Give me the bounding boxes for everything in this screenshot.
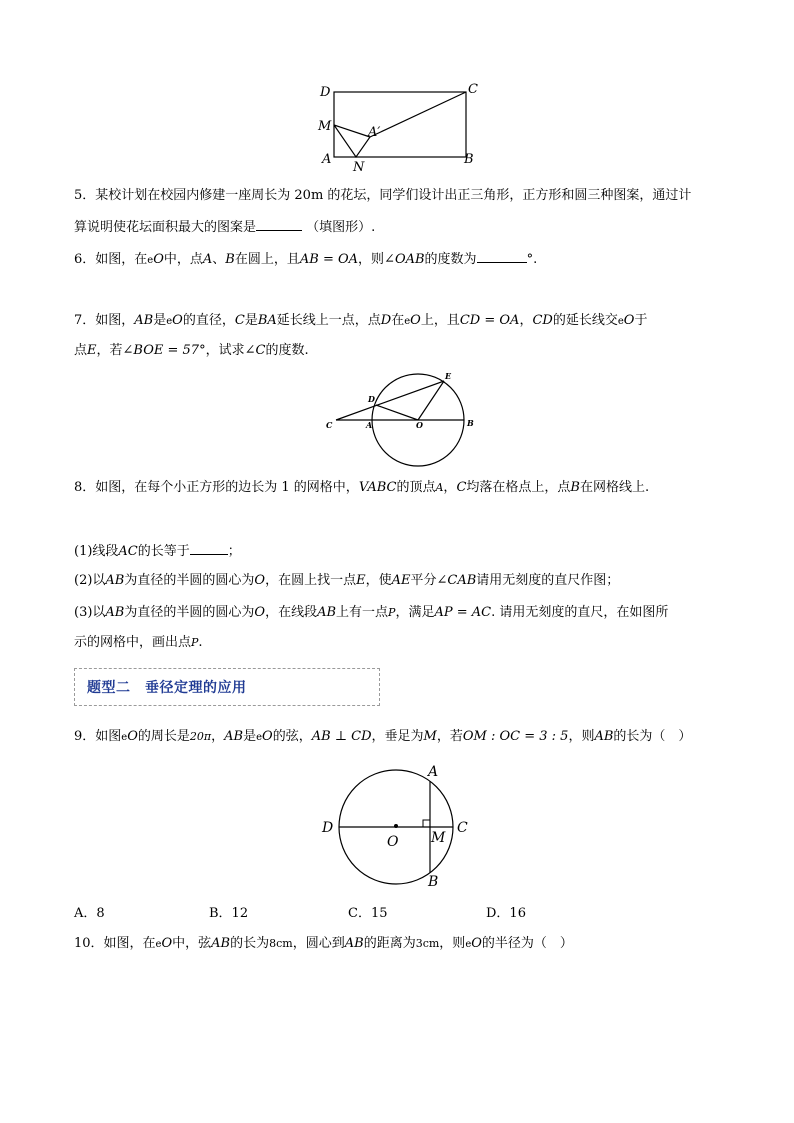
question-8-part-3: (3)以AB为直径的半圆的圆心为O，在线段AB上有一点P，满足AP = AC. 请用无刻度的直尺，在如图所 <box>74 605 669 620</box>
label-a: A <box>322 152 332 167</box>
label-e: E <box>445 371 452 381</box>
question-7-line-1: 7．如图，AB是eO的直径，C是BA延长线上一点，点D在eO上，且CD = OA，CD的延长线交eO于 <box>74 313 648 328</box>
option-c[interactable]: C．15 <box>348 906 388 921</box>
question-8-part-2: (2)以AB为直径的半圆的圆心为O，在圆上找一点E，使AE平分∠CAB请用无刻度的直尺作图； <box>74 573 620 588</box>
label-a: A <box>366 420 373 430</box>
label-n: N <box>353 160 365 172</box>
question-6: 6．如图，在eO中，点A、B在圆上，且AB = OA，则∠OAB的度数为 °. <box>74 248 734 271</box>
label-a-prime: A′ <box>368 125 381 140</box>
line-ce <box>336 381 444 420</box>
answer-blank-q6[interactable] <box>477 248 527 263</box>
center-dot <box>394 824 398 828</box>
answer-blank-q8-1[interactable] <box>190 540 228 555</box>
label-d: D <box>368 394 375 404</box>
option-a[interactable]: A．8 <box>74 906 105 921</box>
right-angle-mark <box>423 820 430 827</box>
option-b[interactable]: B．12 <box>209 906 249 921</box>
answer-blank-q5[interactable] <box>256 216 302 231</box>
label-c: C <box>468 82 478 97</box>
section-heading-box <box>74 668 380 706</box>
label-c: C <box>326 420 333 430</box>
label-b: B <box>467 418 474 428</box>
question-5-line-1: 5．某校计划在校园内修建一座周长为 20m 的花坛，同学们设计出正三角形，正方形和圆三种图案，通过计 <box>74 188 692 203</box>
label-d: D <box>320 85 331 100</box>
question-8-part-1: (1)线段AC的长等于 ； <box>74 540 734 562</box>
fold-segments <box>334 125 370 157</box>
question-9: 9．如图eO的周长是20π，AB是eO的弦，AB ⊥ CD，垂足为M，若OM : OC = 3 : 5，则AB的长为（ ） <box>74 729 692 744</box>
circle-secant-figure <box>318 370 488 468</box>
label-m: M <box>431 830 446 846</box>
label-b: B <box>464 152 474 167</box>
label-d: D <box>322 820 334 836</box>
label-b: B <box>428 874 439 890</box>
perpendicular-chord-figure <box>318 762 478 892</box>
label-c: C <box>457 820 468 836</box>
label-o: O <box>416 420 423 430</box>
label-a: A <box>428 764 439 780</box>
question-7-line-2: 点E，若∠BOE = 57°，试求∠C的度数. <box>74 343 309 358</box>
label-m: M <box>318 119 332 134</box>
question-8-part-3-line-2: 示的网格中，画出点P. <box>74 635 203 650</box>
label-o: O <box>387 834 399 850</box>
segment-a-prime-c <box>370 92 466 137</box>
question-10: 10．如图，在eO中，弦AB的长为8cm，圆心到AB的距离为3cm，则eO的半径为（ ） <box>74 936 573 951</box>
question-5-line-2: 算说明使花坛面积最大的图案是 （填图形）. <box>74 216 734 238</box>
line-do <box>376 405 418 420</box>
option-d[interactable]: D．16 <box>486 906 526 921</box>
line-oe <box>418 381 444 420</box>
question-8-stem: 8．如图，在每个小正方形的边长为 1 的网格中，VABC的顶点A，C均落在格点上，点B在网格线上. <box>74 480 650 495</box>
section-heading: 题型二 垂径定理的应用 <box>87 680 247 696</box>
rectangle-fold-figure <box>310 80 480 172</box>
